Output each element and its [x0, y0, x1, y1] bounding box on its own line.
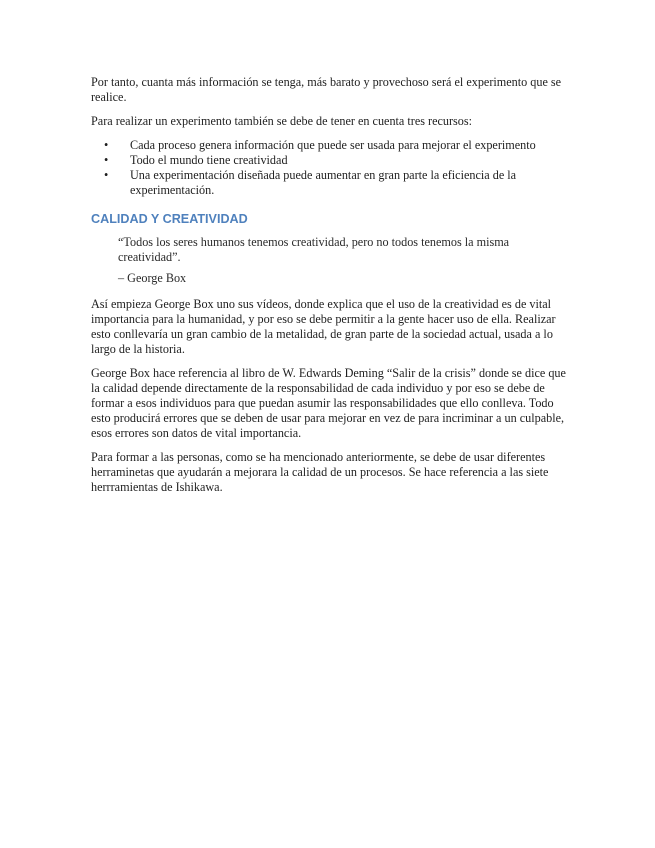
paragraph-resources: Para realizar un experimento también se debe de tener en cuenta tres recursos:: [91, 114, 473, 128]
paragraph-box-videos: Así empieza George Box uno sus vídeos, donde explica que el uso de la creatividad es de vital importancia para la humanidad, y por eso se debe permitir a la gente hacer uso de ella. Realizar esto conllevaría un gran cambio de la metalidad, de gran parte de la sociedad actual, usada a lo largo de la historia.: [91, 297, 556, 356]
list-item-text: Cada proceso genera información que puede ser usada para mejorar el experimento: [130, 138, 536, 152]
paragraph-deming: George Box hace referencia al libro de W. Edwards Deming “Salir de la crisis” donde se dice que la calidad depende directamente de la responsabilidad de cada individuo y por eso se debe de formar a esos individuos para que puedan asumir las responsabilidades que ello conlleva. Todo esto producirá errores que se deben de usar para mejorar en vez de para incriminar a un culpable, esos errores son datos de vital importancia.: [91, 366, 566, 440]
bullet-icon: •: [104, 138, 109, 152]
section-heading: CALIDAD Y CREATIVIDAD: [91, 212, 248, 226]
document-page: [91, 75, 566, 504]
quote-author: – George Box: [118, 271, 187, 285]
list-item: [91, 168, 566, 198]
list-item: [91, 153, 566, 168]
paragraph-intro: Por tanto, cuanta más información se tenga, más barato y provechoso será el experimento que se realice.: [91, 75, 562, 104]
resources-list: [91, 138, 566, 198]
list-item-text: Una experimentación diseñada puede aumentar en gran parte la eficiencia de la experimentación.: [130, 168, 517, 197]
bullet-icon: •: [104, 168, 109, 182]
quote-text: “Todos los seres humanos tenemos creatividad, pero no todos tenemos la misma creatividad”.: [118, 235, 510, 264]
list-item-text: Todo el mundo tiene creatividad: [130, 153, 288, 167]
bullet-icon: •: [104, 153, 109, 167]
list-item: [91, 138, 566, 153]
paragraph-ishikawa: Para formar a las personas, como se ha mencionado anteriormente, se debe de usar diferentes herraminetas que ayudarán a mejorara la calidad de un procesos. Se hace referencia a las siete herrramientas de Ishikawa.: [91, 450, 549, 494]
